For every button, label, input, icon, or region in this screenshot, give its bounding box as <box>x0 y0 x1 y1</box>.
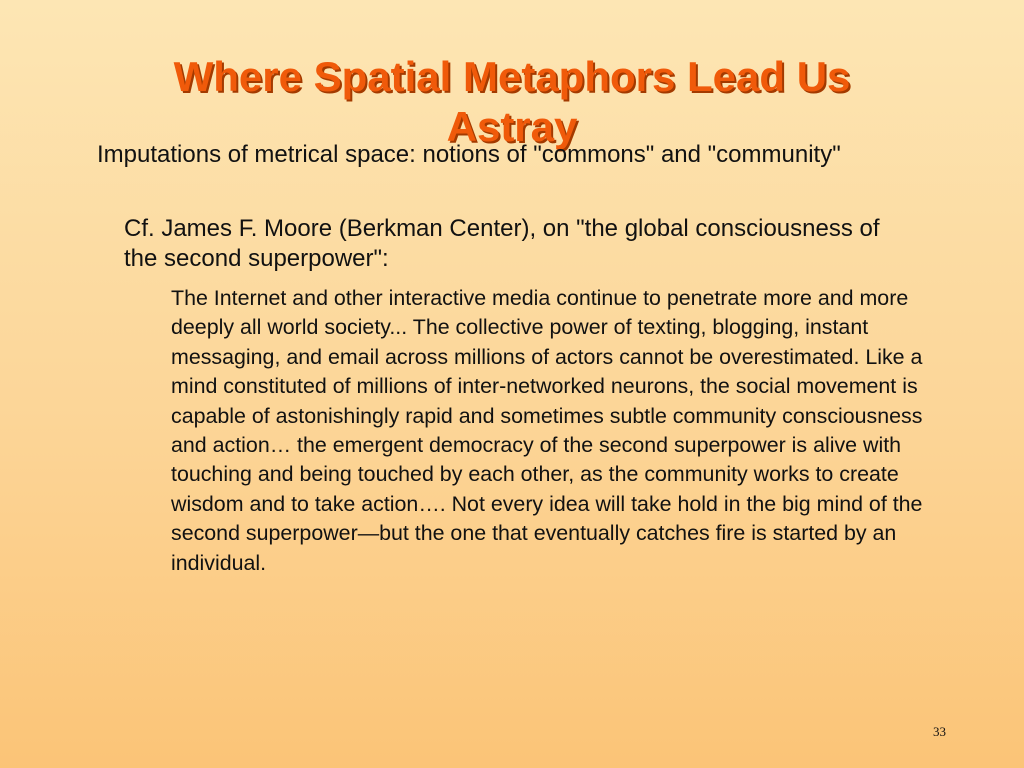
slide-title <box>0 52 1024 152</box>
slide-title-line-2: Astray <box>446 103 578 150</box>
page-number: 33 <box>933 724 946 739</box>
quote-text: The Internet and other interactive media continue to penetrate more and more deeply all world society... The collective power of texting, blogging, instant messaging, and email across millions of actors cannot be overestimated. Like a mind constituted of millions of inter-networked neurons, the social movement is capable of astonishingly rapid and sometimes subtle community consciousness and action… the emergent democracy of the second superpower is alive with touching and being touched by each other, as the community works to create wisdom and to take action…. Not every idea will take hold in the big mind of the second superpower—but the one that eventually catches fire is started by an individual. <box>171 286 923 575</box>
bullet-level-2: Cf. James F. Moore (Berkman Center), on "the global consciousness of the second superpower": <box>124 215 880 272</box>
slide-title-line-1: Where Spatial Metaphors Lead Us <box>173 53 851 100</box>
bullet-level-1: Imputations of metrical space: notions of "commons" and "community" <box>97 141 841 168</box>
